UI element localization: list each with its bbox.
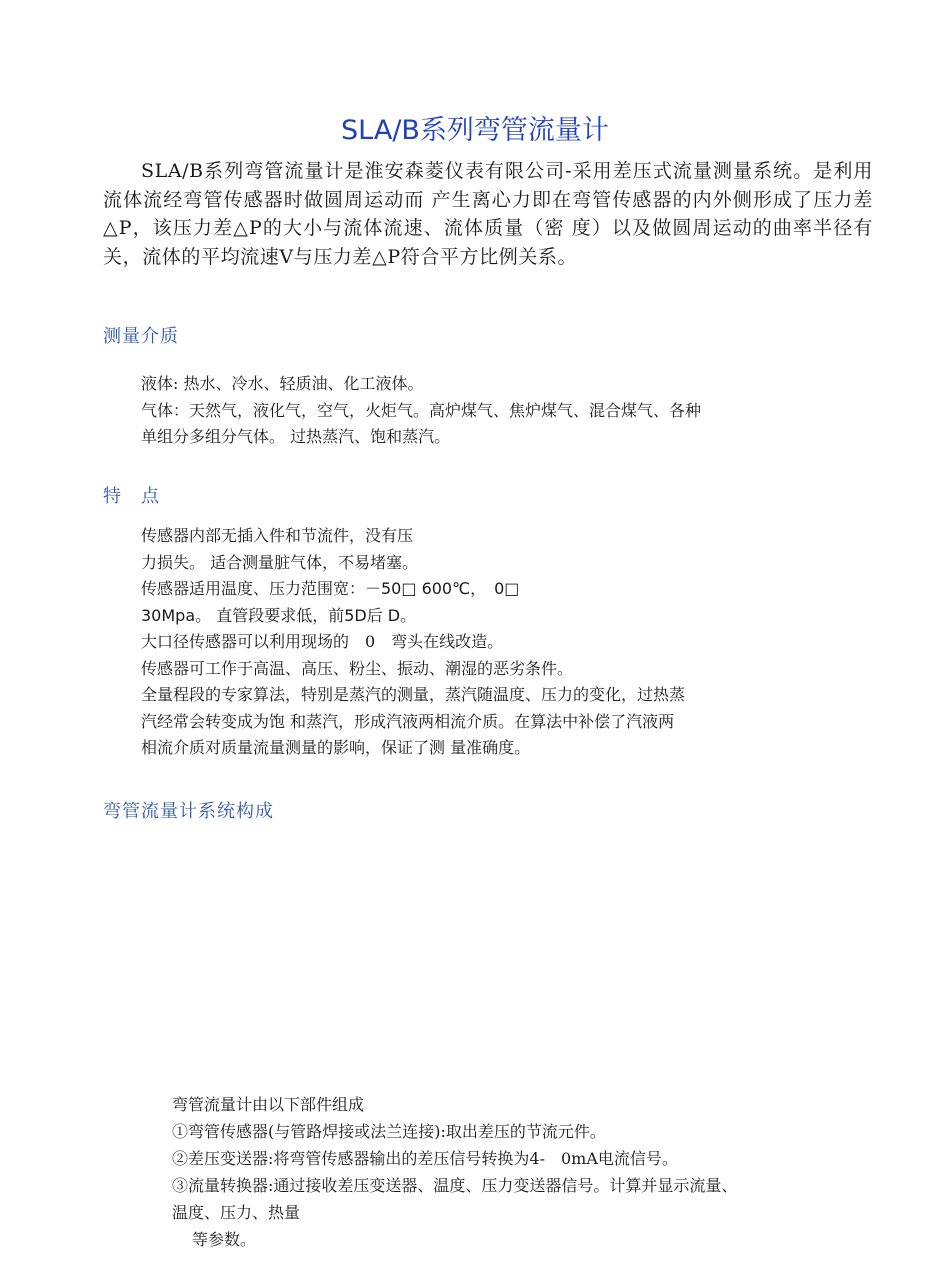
feature-line: 30Mpa。 直管段要求低，前5D后 D。 [141,605,417,625]
section-heading-system: 弯管流量计系统构成 [103,801,274,822]
feature-line: 大口径传感器可以利用现场的 0 弯头在线改造。 [141,632,504,651]
media-line-gas: 气体：天然气，液化气，空气，火炬气。高炉煤气、焦炉煤气、混合煤气、各种 [141,400,702,420]
intro-paragraph: SLA/B系列弯管流量计是淮安森菱仪表有限公司-采用差压式流量测量系统。是利用流体流经弯管传感器时做圆周运动而 产生离心力即在弯管传感器的内外侧形成了压力差△P，该压力差△P的大小与流体流速、流体质量（密 度）以及做圆周运动的曲率半径有关，流体的平均流速V与压力差△P符合平方比例关系。 [103,160,873,268]
section-heading-media: 测量介质 [103,326,179,347]
component-item: 等参数。 [192,1230,257,1249]
feature-line: 传感器内部无插入件和节流件，没有压 [141,526,414,545]
components-intro: 弯管流量计由以下部件组成 [172,1095,365,1114]
feature-line: 相流介质对质量流量测量的影响，保证了测 量准确度。 [141,738,531,757]
feature-line: 传感器可工作于高温、高压、粉尘、振动、潮湿的恶劣条件。 [141,658,574,678]
feature-line: 力损失。 适合测量脏气体，不易堵塞。 [141,552,419,572]
features-list [141,523,871,762]
component-item: 温度、压力、热量 [172,1203,301,1222]
media-line-liquid: 液体: 热水、冷水、轻质油、化工液体。 [141,374,424,393]
components-list [172,1091,912,1253]
component-item: ①弯管传感器(与管路焊接或法兰连接):取出差压的节流元件。 [172,1122,606,1141]
media-line-steam: 单组分多组分气体。 过热蒸汽、饱和蒸汽。 [141,427,451,446]
component-item: ②差压变送器:将弯管传感器输出的差压信号转换为4- 0mA电流信号。 [172,1149,678,1168]
component-item: ③流量转换器:通过接收差压变送器、温度、压力变送器信号。计算并显示流量、 [172,1176,738,1195]
media-list [141,371,881,451]
feature-line: 全量程段的专家算法，特别是蒸汽的测量，蒸汽随温度、压力的变化，过热蒸 [141,685,686,704]
page-title: SLA/B系列弯管流量计 [341,115,609,146]
feature-line: 汽经常会转变成为饱 和蒸汽，形成汽液两相流介质。在算法中补偿了汽液两 [141,711,675,731]
section-heading-features: 特 点 [103,486,160,507]
feature-line: 传感器适用温度、压力范围宽：－50□ 600℃， 0□ [141,579,520,598]
